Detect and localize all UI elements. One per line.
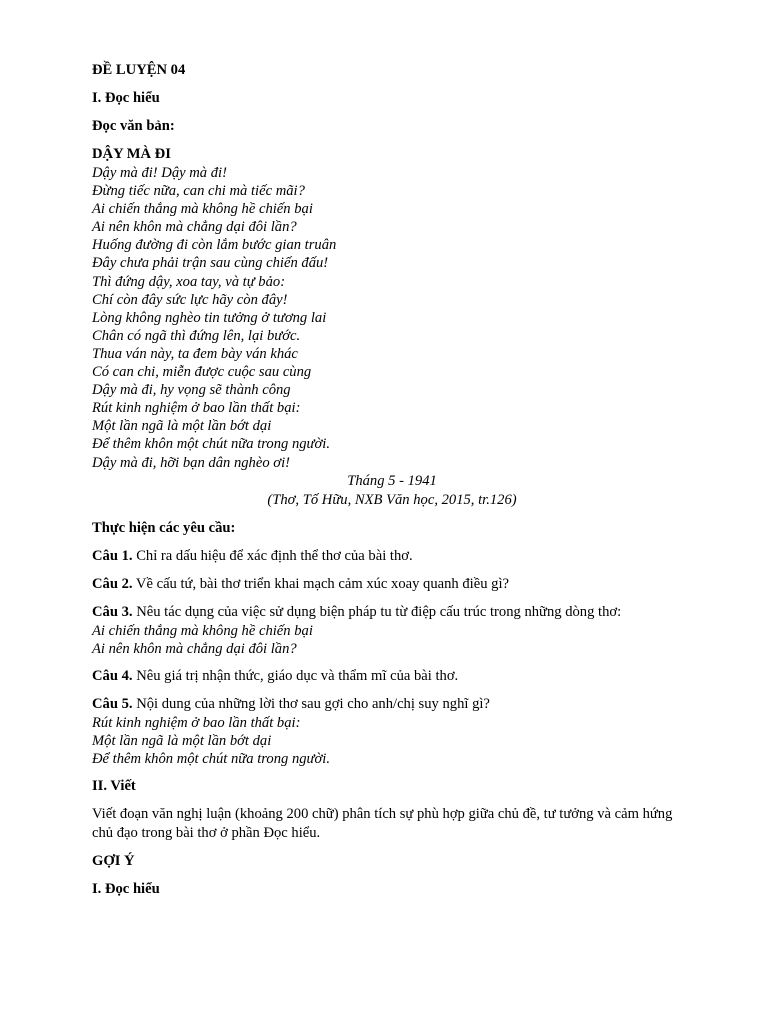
poem-line: Dậy mà đi, hỡi bạn dân nghèo ơi! (92, 454, 290, 471)
question-label: Câu 3. (92, 603, 133, 620)
quote-line: Một lần ngã là một lần bớt dại (92, 732, 272, 749)
quote-line: Ai nên khôn mà chẳng dại đôi lần? (92, 640, 297, 657)
hint-reading-heading: I. Đọc hiểu (92, 881, 160, 898)
poem-line: Để thêm khôn một chút nữa trong người. (92, 436, 330, 453)
question-5 (92, 695, 682, 714)
question-3-quote (92, 622, 682, 658)
quote-line: Để thêm khôn một chút nữa trong người. (92, 750, 330, 767)
quote-line: Ai chiến thắng mà không hề chiến bại (92, 622, 313, 639)
writing-task: Viết đoạn văn nghị luận (khoảng 200 chữ) phân tích sự phù hợp giữa chủ đề, tư tưởng và cảm hứng chủ đạo trong bài thơ ở phần Đọc hiểu. (92, 806, 673, 842)
poem-line: Huống đường đi còn lắm bước gian truân (92, 237, 337, 254)
poem-line: Thì đứng dậy, xoa tay, và tự bảo: (92, 273, 286, 290)
hint-heading: GỢI Ý (92, 853, 135, 870)
poem-line: Rút kinh nghiệm ở bao lần thất bại: (92, 400, 301, 417)
question-label: Câu 1. (92, 547, 133, 564)
poem-line: Lòng không nghèo tin tưởng ở tương lai (92, 309, 327, 326)
question-text: Nêu tác dụng của việc sử dụng biện pháp tu từ điệp cấu trúc trong những dòng thơ: (132, 603, 622, 620)
quote-line: Rút kinh nghiệm ở bao lần thất bại: (92, 714, 301, 731)
exam-title: ĐỀ LUYỆN 04 (92, 62, 186, 78)
poem-line: Có can chi, miễn được cuộc sau cùng (92, 364, 312, 381)
poem-line: Đừng tiếc nữa, can chi mà tiếc mãi? (92, 183, 305, 200)
poem-line: Ai chiến thắng mà không hề chiến bại (92, 201, 313, 218)
question-text: Nội dung của những lời thơ sau gợi cho anh/chị suy nghĩ gì? (132, 695, 490, 712)
section-reading-heading: I. Đọc hiểu (92, 90, 160, 106)
section-writing-heading: II. Viết (92, 778, 136, 795)
question-4 (92, 667, 682, 686)
poem-body (92, 164, 682, 472)
poem-line: Thua ván này, ta đem bày ván khác (92, 345, 298, 362)
question-label: Câu 4. (92, 667, 133, 684)
poem-title: DẬY MÀ ĐI (92, 146, 171, 162)
tasks-heading: Thực hiện các yêu cầu: (92, 519, 236, 536)
question-label: Câu 5. (92, 695, 133, 712)
question-text: Nêu giá trị nhận thức, giáo dục và thẩm mĩ của bài thơ. (132, 667, 459, 684)
poem-line: Ai nên khôn mà chẳng dại đôi lần? (92, 219, 297, 236)
poem-line: Chí còn đây sức lực hãy còn đây! (92, 291, 288, 308)
question-5-quote (92, 714, 682, 768)
poem-line: Chân có ngã thì đứng lên, lại bước. (92, 327, 301, 344)
read-text-label: Đọc văn bản: (92, 118, 175, 134)
poem-source: (Thơ, Tố Hữu, NXB Văn học, 2015, tr.126) (267, 491, 517, 508)
question-label: Câu 2. (92, 575, 133, 592)
question-3 (92, 603, 682, 622)
poem-line: Một lần ngã là một lần bớt dại (92, 418, 272, 435)
poem-line: Dậy mà đi! Dậy mà đi! (92, 165, 227, 181)
poem-line: Đây chưa phải trận sau cùng chiến đấu! (92, 255, 329, 272)
document-page (92, 61, 682, 899)
question-2 (92, 575, 682, 594)
question-text: Về cấu tứ, bài thơ triển khai mạch cảm xúc xoay quanh điều gì? (132, 575, 509, 592)
poem-date: Tháng 5 - 1941 (347, 472, 437, 489)
question-text: Chỉ ra dấu hiệu để xác định thể thơ của bài thơ. (132, 547, 413, 564)
poem-line: Dậy mà đi, hy vọng sẽ thành công (92, 382, 291, 399)
question-1 (92, 547, 682, 566)
